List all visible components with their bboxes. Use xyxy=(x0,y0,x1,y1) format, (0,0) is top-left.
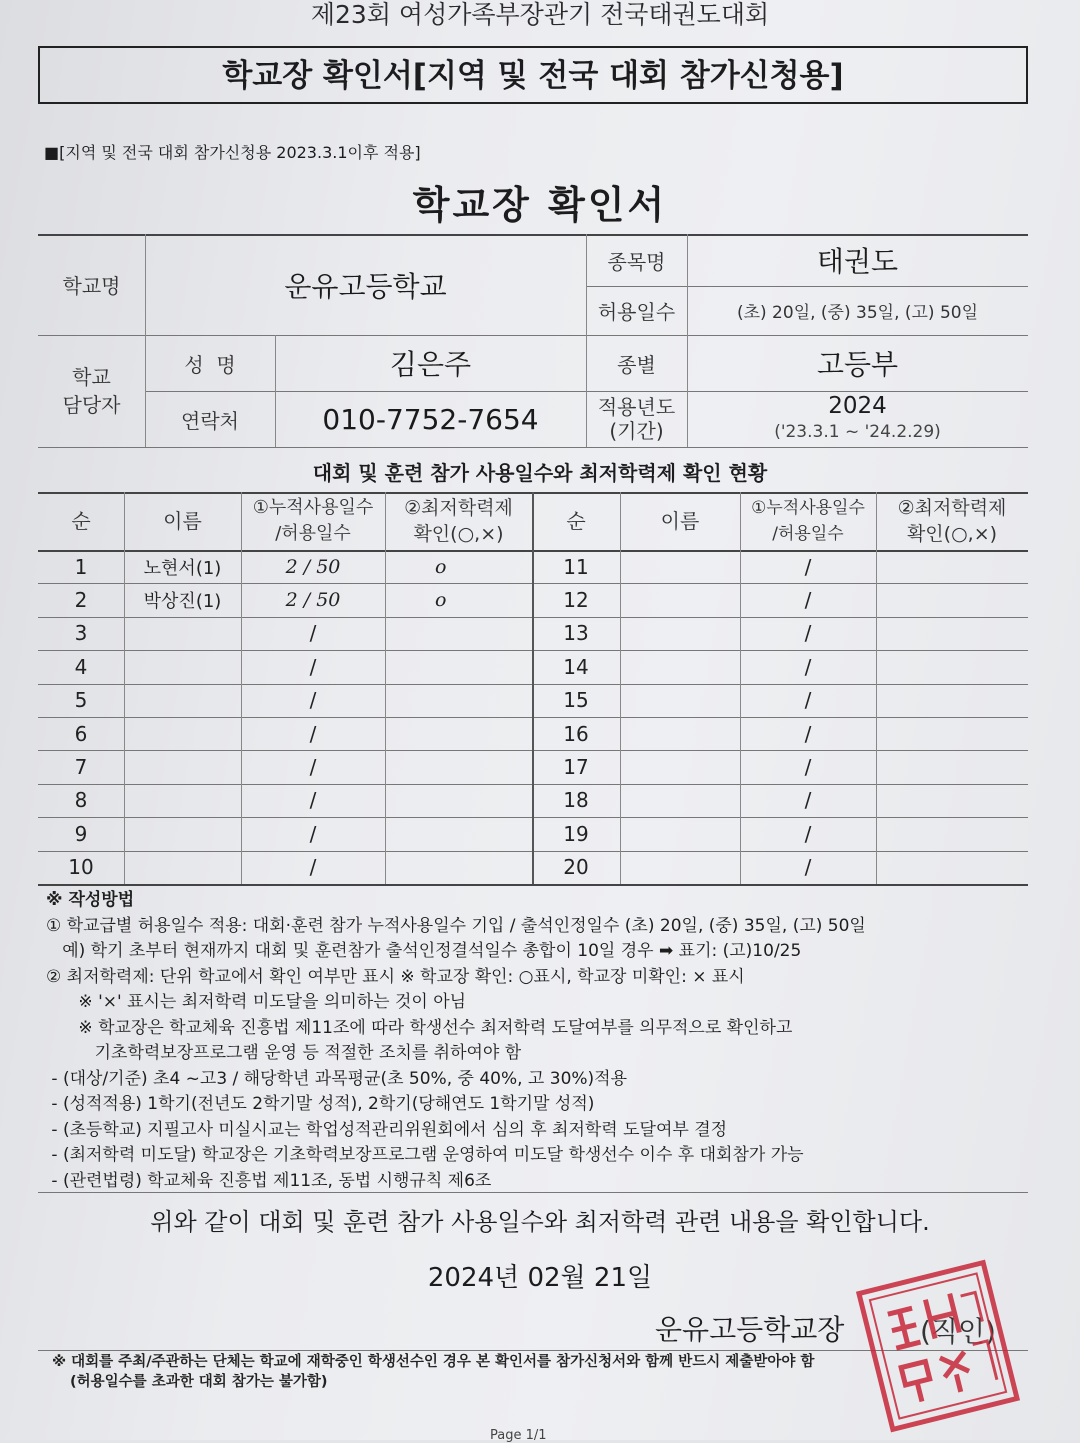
row-check xyxy=(876,650,1028,683)
row-name xyxy=(124,650,241,683)
confirm-text: 위와 같이 대회 및 훈련 참가 사용일수와 최저학력 관련 내용을 확인합니다. xyxy=(150,1208,930,1236)
row-number: 15 xyxy=(563,688,589,713)
header-grade-line2: 확인(○,×) xyxy=(413,523,504,545)
howto-line: ② 최저학력제: 단위 학교에서 확인 여부만 표시 ※ 학교장 확인: ○표시, 학교장 미확인: × 표시 xyxy=(46,966,745,987)
row-days: / xyxy=(309,621,317,646)
howto-line: - (대상/기준) 초4 ~고3 / 해당학년 과목평균(초 50%, 중 40%, 고 30%)적용 xyxy=(46,1068,628,1089)
howto-line: ※ 학교장은 학교체육 진흥법 제11조에 따라 학생선수 최저학력 도달여부를 의무적으로 확인하고 xyxy=(46,1017,793,1038)
row-days: / xyxy=(804,654,812,679)
howto-line: ※ 작성방법 xyxy=(46,890,135,910)
row-name xyxy=(124,784,241,817)
header-grade-line1: ②최저학력제 xyxy=(404,497,513,519)
division-label: 종별 xyxy=(617,352,656,377)
row-check xyxy=(385,650,532,683)
row-days: 2 / 50 xyxy=(285,589,341,612)
row-number: 4 xyxy=(74,654,88,679)
row-name xyxy=(620,851,740,884)
howto-line: ※ '×' 표시는 최저학력 미도달을 의미하는 것이 아님 xyxy=(46,992,467,1012)
row-number: 19 xyxy=(563,821,589,846)
howto-line: - (초등학교) 지필고사 미실시교는 학업성적관리위원회에서 심의 후 최저학력 도달여부 결정 xyxy=(46,1119,728,1140)
row-check xyxy=(876,583,1028,616)
row-name xyxy=(124,617,241,650)
header-days-line1: ①누적사용일수 xyxy=(252,497,374,518)
row-name xyxy=(124,851,241,884)
header-no-left: 순 xyxy=(71,509,91,533)
sign-mark: (직인) xyxy=(920,1315,996,1348)
row-name xyxy=(620,717,740,750)
contact-label: 연락처 xyxy=(181,408,239,433)
allow-label: 허용일수 xyxy=(597,300,676,324)
header-grade-right-line2: 확인(○,×) xyxy=(906,523,998,545)
name-value: 김은주 xyxy=(389,348,472,381)
row-name: 박상진(1) xyxy=(143,591,222,613)
row-days: / xyxy=(804,821,812,846)
howto-section xyxy=(46,888,1036,1194)
row-check xyxy=(385,717,532,750)
howto-line: 예) 학기 초부터 현재까지 대회 및 훈련참가 출석인정결석일수 총합이 10일 경우 ➡ 표기: (고)10/25 xyxy=(46,941,802,961)
row-days: / xyxy=(804,855,812,880)
row-number: 16 xyxy=(563,721,589,746)
row-check xyxy=(876,851,1028,884)
howto-line: - (성적적용) 1학기(전년도 2학기말 성적), 2학기(당해연도 1학기말 성적) xyxy=(46,1094,595,1114)
row-name xyxy=(124,717,241,750)
event-title: 제23회 여성가족부장관기 전국태권도대회 xyxy=(310,0,770,29)
row-name: 노현서(1) xyxy=(143,557,222,579)
row-check xyxy=(876,817,1028,850)
header-days-line2: /허용일수 xyxy=(275,523,351,544)
year-label-line1: 적용년도 xyxy=(597,395,676,419)
period-value: ('23.3.1 ~ '24.2.29) xyxy=(774,422,941,442)
header-days-right-line2: /허용일수 xyxy=(772,524,844,544)
row-name xyxy=(620,650,740,683)
header-grade-left xyxy=(385,492,532,550)
section-title: 대회 및 훈련 참가 사용일수와 최저학력제 확인 현황 xyxy=(312,461,768,485)
row-name xyxy=(620,583,740,616)
school-seal-stamp xyxy=(852,1258,1024,1434)
row-name xyxy=(620,550,740,583)
row-number: 10 xyxy=(68,855,94,880)
row-check xyxy=(876,617,1028,650)
row-number: 6 xyxy=(74,721,88,746)
row-number: 20 xyxy=(563,855,589,880)
row-check xyxy=(876,750,1028,783)
row-name xyxy=(620,784,740,817)
row-days: / xyxy=(804,755,812,780)
row-days: / xyxy=(309,688,317,713)
row-days: / xyxy=(309,821,317,846)
row-number: 3 xyxy=(74,621,88,646)
header-days-right xyxy=(740,492,876,550)
row-days: / xyxy=(804,621,812,646)
row-number: 5 xyxy=(74,688,88,713)
allow-value: (초) 20일, (중) 35일, (고) 50일 xyxy=(736,303,979,323)
header-grade-right-line1: ②최저학력제 xyxy=(897,497,1007,519)
howto-line: ① 학교급별 허용일수 적용: 대회·훈련 참가 누적사용일수 기입 / 출석인정일수 (초) 20일, (중) 35일, (고) 50일 xyxy=(46,915,866,936)
row-check: o xyxy=(435,555,447,578)
header-days-right-line1: ①누적사용일수 xyxy=(751,498,865,518)
row-days: / xyxy=(804,721,812,746)
row-number: 9 xyxy=(74,821,88,846)
row-name xyxy=(124,750,241,783)
name-label: 성 명 xyxy=(184,352,236,377)
howto-line: - (최저학력 미도달) 학교장은 기초학력보장프로그램 운영하여 미도달 학생선수 이수 후 대회참가 가능 xyxy=(46,1145,804,1165)
row-name xyxy=(620,684,740,717)
row-number: 1 xyxy=(74,554,88,579)
row-days: / xyxy=(804,788,812,813)
row-number: 11 xyxy=(563,554,589,579)
row-check xyxy=(385,684,532,717)
year-label xyxy=(586,391,687,447)
year-value-cell xyxy=(687,391,1028,447)
year-value: 2024 xyxy=(828,393,887,419)
row-check xyxy=(385,750,532,783)
contact-value: 010-7752-7654 xyxy=(322,402,539,436)
box-title: 학교장 확인서[지역 및 전국 대회 참가신청용] xyxy=(38,46,1028,104)
page-footer: Page 1/1 xyxy=(490,1428,547,1443)
row-name xyxy=(620,817,740,850)
row-name xyxy=(620,617,740,650)
row-check xyxy=(385,617,532,650)
row-days: / xyxy=(804,688,812,713)
row-name xyxy=(124,817,241,850)
manager-label-line1: 학교 xyxy=(72,365,111,389)
header-days-left xyxy=(241,492,385,550)
manager-label xyxy=(38,335,145,447)
row-number: 7 xyxy=(74,755,88,780)
doc-title: 학교장 확인서 xyxy=(412,183,668,227)
division-value: 고등부 xyxy=(816,348,899,381)
row-number: 14 xyxy=(563,654,589,679)
row-check xyxy=(876,550,1028,583)
row-days: 2 / 50 xyxy=(285,555,341,578)
row-days: / xyxy=(309,788,317,813)
row-name xyxy=(620,750,740,783)
row-check xyxy=(876,784,1028,817)
howto-line: - (관련법령) 학교체육 진흥법 제11조, 동법 시행규칙 제6조 xyxy=(46,1170,492,1191)
row-number: 18 xyxy=(563,788,589,813)
event-label: 종목명 xyxy=(607,249,666,274)
row-number: 13 xyxy=(563,621,589,646)
row-check xyxy=(385,851,532,884)
applies-note: ■[지역 및 전국 대회 참가신청용 2023.3.1이후 적용] xyxy=(44,143,421,162)
row-days: / xyxy=(309,755,317,780)
row-number: 17 xyxy=(563,755,589,780)
school-name: 운유고등학교 xyxy=(284,269,447,303)
row-number: 12 xyxy=(563,588,589,613)
event-name: 태권도 xyxy=(816,245,899,278)
howto-line: 기초학력보장프로그램 운영 등 적절한 조치를 취하여야 함 xyxy=(46,1043,522,1063)
manager-label-line2: 담당자 xyxy=(62,393,121,417)
row-number: 8 xyxy=(74,788,88,813)
school-label: 학교명 xyxy=(62,274,121,298)
header-name-left: 이름 xyxy=(163,509,202,533)
row-days: / xyxy=(804,588,812,613)
row-number: 2 xyxy=(74,588,88,613)
header-grade-right xyxy=(876,492,1028,550)
row-name xyxy=(124,684,241,717)
row-check: o xyxy=(435,589,447,612)
issue-date: 2024년 02월 21일 xyxy=(427,1263,653,1293)
row-days: / xyxy=(804,554,812,579)
header-no-right: 순 xyxy=(566,509,586,533)
bottom-note-line1: ※ 대회를 주최/주관하는 단체는 학교에 재학중인 학생선수인 경우 본 확인서를 참가신청서와 함께 반드시 제출받아야 함 xyxy=(52,1354,815,1370)
row-check xyxy=(876,717,1028,750)
row-days: / xyxy=(309,654,317,679)
row-days: / xyxy=(309,721,317,746)
year-label-line2: (기간) xyxy=(609,419,664,443)
row-check xyxy=(385,817,532,850)
row-days: / xyxy=(309,855,317,880)
bottom-note-line2: (허용일수를 초과한 대회 참가는 불가함) xyxy=(70,1374,328,1390)
principal-name: 운유고등학교장 xyxy=(655,1313,845,1346)
header-name-right: 이름 xyxy=(660,509,700,533)
row-check xyxy=(876,684,1028,717)
row-check xyxy=(385,784,532,817)
